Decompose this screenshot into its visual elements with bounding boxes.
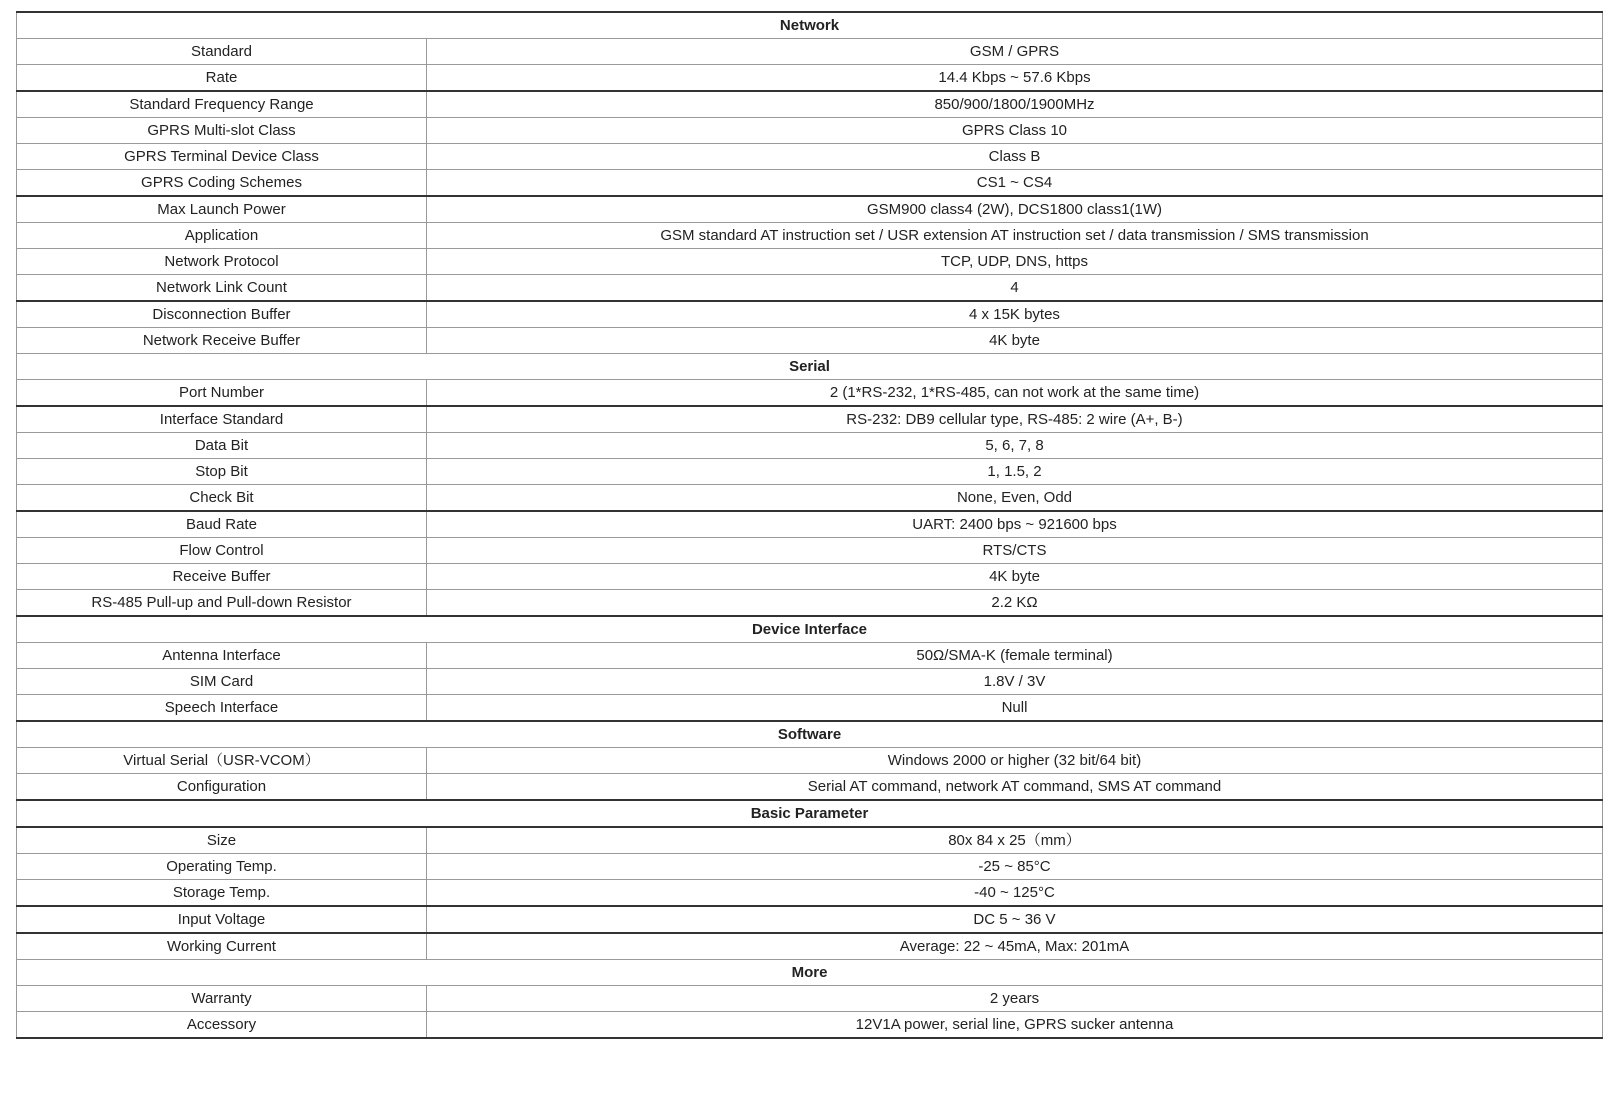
table-row — [17, 854, 1603, 880]
spec-table — [16, 11, 1603, 1039]
spec-value: GPRS Class 10 — [427, 118, 1603, 144]
spec-value: 4 x 15K bytes — [427, 301, 1603, 328]
spec-label: Baud Rate — [17, 511, 427, 538]
spec-value: 2 (1*RS-232, 1*RS-485, can not work at the same time) — [427, 380, 1603, 407]
table-row — [17, 669, 1603, 695]
table-row — [17, 301, 1603, 328]
spec-value: -40 ~ 125°C — [427, 880, 1603, 907]
spec-value: GSM standard AT instruction set / USR extension AT instruction set / data transmission / SMS transmission — [427, 223, 1603, 249]
spec-label: Standard — [17, 39, 427, 65]
spec-value: 4K byte — [427, 564, 1603, 590]
spec-value: GSM900 class4 (2W), DCS1800 class1(1W) — [427, 196, 1603, 223]
spec-value: 1.8V / 3V — [427, 669, 1603, 695]
spec-value: 4 — [427, 275, 1603, 302]
section-header-row — [17, 354, 1603, 380]
spec-value: 14.4 Kbps ~ 57.6 Kbps — [427, 65, 1603, 92]
table-row — [17, 1012, 1603, 1039]
spec-label: Warranty — [17, 986, 427, 1012]
spec-value: -25 ~ 85°C — [427, 854, 1603, 880]
spec-label: Data Bit — [17, 433, 427, 459]
spec-label: Network Link Count — [17, 275, 427, 302]
spec-table-body — [17, 12, 1603, 1038]
table-row — [17, 39, 1603, 65]
spec-label: GPRS Terminal Device Class — [17, 144, 427, 170]
table-row — [17, 933, 1603, 960]
section-header-row — [17, 721, 1603, 748]
spec-label: Interface Standard — [17, 406, 427, 433]
spec-value: 5, 6, 7, 8 — [427, 433, 1603, 459]
table-row — [17, 880, 1603, 907]
spec-value: CS1 ~ CS4 — [427, 170, 1603, 197]
table-row — [17, 380, 1603, 407]
section-title: More — [17, 960, 1603, 986]
spec-label: Size — [17, 827, 427, 854]
spec-label: Network Receive Buffer — [17, 328, 427, 354]
section-header-row — [17, 616, 1603, 643]
spec-label: Speech Interface — [17, 695, 427, 722]
table-row — [17, 538, 1603, 564]
spec-label: Network Protocol — [17, 249, 427, 275]
section-header-row — [17, 12, 1603, 39]
table-row — [17, 564, 1603, 590]
spec-value: 1, 1.5, 2 — [427, 459, 1603, 485]
spec-value: Average: 22 ~ 45mA, Max: 201mA — [427, 933, 1603, 960]
spec-label: Operating Temp. — [17, 854, 427, 880]
spec-value: Class B — [427, 144, 1603, 170]
spec-value: 850/900/1800/1900MHz — [427, 91, 1603, 118]
spec-value: 2 years — [427, 986, 1603, 1012]
table-row — [17, 91, 1603, 118]
table-row — [17, 459, 1603, 485]
table-row — [17, 170, 1603, 197]
section-title: Device Interface — [17, 616, 1603, 643]
table-row — [17, 406, 1603, 433]
table-row — [17, 906, 1603, 933]
spec-label: Check Bit — [17, 485, 427, 512]
spec-label: Receive Buffer — [17, 564, 427, 590]
section-title: Network — [17, 12, 1603, 39]
table-row — [17, 590, 1603, 617]
section-title: Basic Parameter — [17, 800, 1603, 827]
spec-value: UART: 2400 bps ~ 921600 bps — [427, 511, 1603, 538]
spec-label: Standard Frequency Range — [17, 91, 427, 118]
spec-value: 2.2 KΩ — [427, 590, 1603, 617]
table-row — [17, 433, 1603, 459]
spec-label: Antenna Interface — [17, 643, 427, 669]
spec-value: GSM / GPRS — [427, 39, 1603, 65]
section-title: Software — [17, 721, 1603, 748]
spec-label: Flow Control — [17, 538, 427, 564]
spec-label: Input Voltage — [17, 906, 427, 933]
spec-value: None, Even, Odd — [427, 485, 1603, 512]
table-row — [17, 986, 1603, 1012]
spec-value: RS-232: DB9 cellular type, RS-485: 2 wire (A+, B-) — [427, 406, 1603, 433]
section-header-row — [17, 800, 1603, 827]
spec-value: 80x 84 x 25（mm） — [427, 827, 1603, 854]
section-header-row — [17, 960, 1603, 986]
table-row — [17, 643, 1603, 669]
spec-value: 50Ω/SMA-K (female terminal) — [427, 643, 1603, 669]
spec-value: Null — [427, 695, 1603, 722]
spec-value: Serial AT command, network AT command, SMS AT command — [427, 774, 1603, 801]
spec-label: Working Current — [17, 933, 427, 960]
spec-label: Accessory — [17, 1012, 427, 1039]
spec-label: Stop Bit — [17, 459, 427, 485]
spec-label: Rate — [17, 65, 427, 92]
spec-label: GPRS Multi-slot Class — [17, 118, 427, 144]
table-row — [17, 249, 1603, 275]
table-row — [17, 695, 1603, 722]
table-row — [17, 511, 1603, 538]
table-row — [17, 144, 1603, 170]
spec-value: 4K byte — [427, 328, 1603, 354]
table-row — [17, 118, 1603, 144]
spec-label: Port Number — [17, 380, 427, 407]
spec-label: Virtual Serial（USR-VCOM） — [17, 748, 427, 774]
spec-value: Windows 2000 or higher (32 bit/64 bit) — [427, 748, 1603, 774]
spec-label: RS-485 Pull-up and Pull-down Resistor — [17, 590, 427, 617]
table-row — [17, 328, 1603, 354]
table-row — [17, 485, 1603, 512]
spec-label: Storage Temp. — [17, 880, 427, 907]
spec-value: 12V1A power, serial line, GPRS sucker antenna — [427, 1012, 1603, 1039]
spec-value: DC 5 ~ 36 V — [427, 906, 1603, 933]
table-row — [17, 223, 1603, 249]
spec-label: GPRS Coding Schemes — [17, 170, 427, 197]
table-row — [17, 196, 1603, 223]
spec-label: Max Launch Power — [17, 196, 427, 223]
table-row — [17, 65, 1603, 92]
table-row — [17, 748, 1603, 774]
table-row — [17, 827, 1603, 854]
table-row — [17, 275, 1603, 302]
section-title: Serial — [17, 354, 1603, 380]
spec-value: TCP, UDP, DNS, https — [427, 249, 1603, 275]
spec-label: Configuration — [17, 774, 427, 801]
spec-label: Application — [17, 223, 427, 249]
spec-value: RTS/CTS — [427, 538, 1603, 564]
spec-label: Disconnection Buffer — [17, 301, 427, 328]
table-row — [17, 774, 1603, 801]
spec-label: SIM Card — [17, 669, 427, 695]
